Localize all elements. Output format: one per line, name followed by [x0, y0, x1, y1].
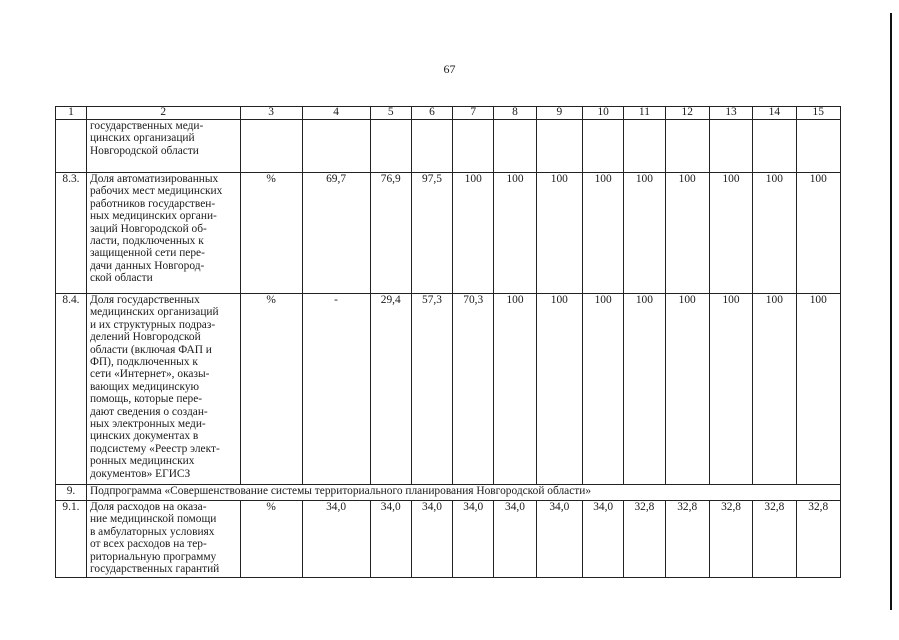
column-header: 2 [86, 107, 240, 120]
value-cell: 100 [583, 173, 624, 294]
row-name-cell [86, 501, 240, 578]
value-cell: 100 [796, 173, 841, 294]
value-cell: 34,0 [411, 501, 452, 578]
value-cell: 97,5 [411, 173, 452, 294]
page-number: 67 [443, 62, 456, 76]
value-cell: 100 [665, 294, 709, 485]
value-cell [370, 120, 411, 173]
value-cell [624, 120, 665, 173]
column-header: 9 [536, 107, 582, 120]
value-cell: 100 [753, 173, 796, 294]
column-header: 12 [665, 107, 709, 120]
indicator-table [55, 106, 841, 578]
row-name-cell [86, 120, 240, 173]
row-number-cell: 9.1. [56, 501, 87, 578]
value-cell: 57,3 [411, 294, 452, 485]
column-header: 8 [494, 107, 536, 120]
row-number-cell [56, 120, 87, 173]
section-number-cell: 9. [56, 485, 87, 501]
value-cell: 32,8 [796, 501, 841, 578]
row-number-cell: 8.4. [56, 294, 87, 485]
unit-cell: % [240, 173, 302, 294]
section-title-cell: Подпрограмма «Совершенствование системы территориального планирования Новгородской области» [86, 485, 840, 501]
value-cell: 34,0 [453, 501, 494, 578]
value-cell [583, 120, 624, 173]
value-cell [753, 120, 796, 173]
value-cell: 34,0 [494, 501, 536, 578]
value-cell: 32,8 [665, 501, 709, 578]
row-name: Доля государственных медицинских организаций и их структурных подраз- делений Новгородской области (включая ФАП и ФП), подключенных к сети «Интернет», оказы- вающих медицинскую помощь, которые пере- дают сведения о создан- ных электронных меди- цинских документах в подсистему «Реестр элект- ронных медицинских документов» ЕГИСЗ [89, 294, 220, 480]
column-header: 15 [796, 107, 841, 120]
value-cell: 100 [665, 173, 709, 294]
value-cell [796, 120, 841, 173]
column-header: 3 [240, 107, 302, 120]
value-cell: 100 [453, 173, 494, 294]
column-header: 5 [370, 107, 411, 120]
column-header: 1 [56, 107, 87, 120]
value-cell: - [302, 294, 370, 485]
column-header: 7 [453, 107, 494, 120]
value-cell: 100 [624, 173, 665, 294]
value-cell [494, 120, 536, 173]
table-row [56, 294, 841, 485]
column-header: 11 [624, 107, 665, 120]
table-row [56, 501, 841, 578]
row-number-cell: 8.3. [56, 173, 87, 294]
value-cell [536, 120, 582, 173]
table-header-row [56, 107, 841, 120]
column-header: 14 [753, 107, 796, 120]
column-header: 10 [583, 107, 624, 120]
value-cell: 29,4 [370, 294, 411, 485]
row-name: государственных меди- цинских организаций Новгородской области [89, 120, 204, 157]
table-row [56, 173, 841, 294]
value-cell: 70,3 [453, 294, 494, 485]
scan-edge-bar [890, 13, 892, 610]
unit-cell: % [240, 501, 302, 578]
value-cell: 100 [536, 294, 582, 485]
value-cell: 32,8 [753, 501, 796, 578]
value-cell: 100 [494, 173, 536, 294]
column-header: 4 [302, 107, 370, 120]
value-cell: 34,0 [370, 501, 411, 578]
value-cell: 100 [796, 294, 841, 485]
value-cell: 34,0 [536, 501, 582, 578]
value-cell: 100 [536, 173, 582, 294]
unit-cell: % [240, 294, 302, 485]
row-name-cell [86, 173, 240, 294]
value-cell: 34,0 [302, 501, 370, 578]
value-cell: 34,0 [583, 501, 624, 578]
table-row [56, 120, 841, 173]
value-cell: 100 [494, 294, 536, 485]
value-cell: 100 [709, 173, 752, 294]
section-row [56, 485, 841, 501]
row-name-cell [86, 294, 240, 485]
value-cell [302, 120, 370, 173]
value-cell: 32,8 [709, 501, 752, 578]
value-cell [665, 120, 709, 173]
value-cell [453, 120, 494, 173]
value-cell [709, 120, 752, 173]
value-cell: 100 [753, 294, 796, 485]
value-cell: 69,7 [302, 173, 370, 294]
value-cell: 76,9 [370, 173, 411, 294]
value-cell: 100 [624, 294, 665, 485]
value-cell [240, 120, 302, 173]
value-cell: 100 [583, 294, 624, 485]
value-cell: 32,8 [624, 501, 665, 578]
row-name: Доля автоматизированных рабочих мест медицинских работников государствен- ных медицинских органи- заций Новгородской об- ласти, подключенных к защищенной сети пере- дачи данных Новгород- ской области [89, 173, 223, 285]
column-header: 13 [709, 107, 752, 120]
column-header: 6 [411, 107, 452, 120]
value-cell: 100 [709, 294, 752, 485]
row-name: Доля расходов на оказа- ние медицинской помощи в амбулаторных условиях от всех расходов на тер- риториальную программу государственных гарантий [89, 501, 220, 576]
value-cell [411, 120, 452, 173]
